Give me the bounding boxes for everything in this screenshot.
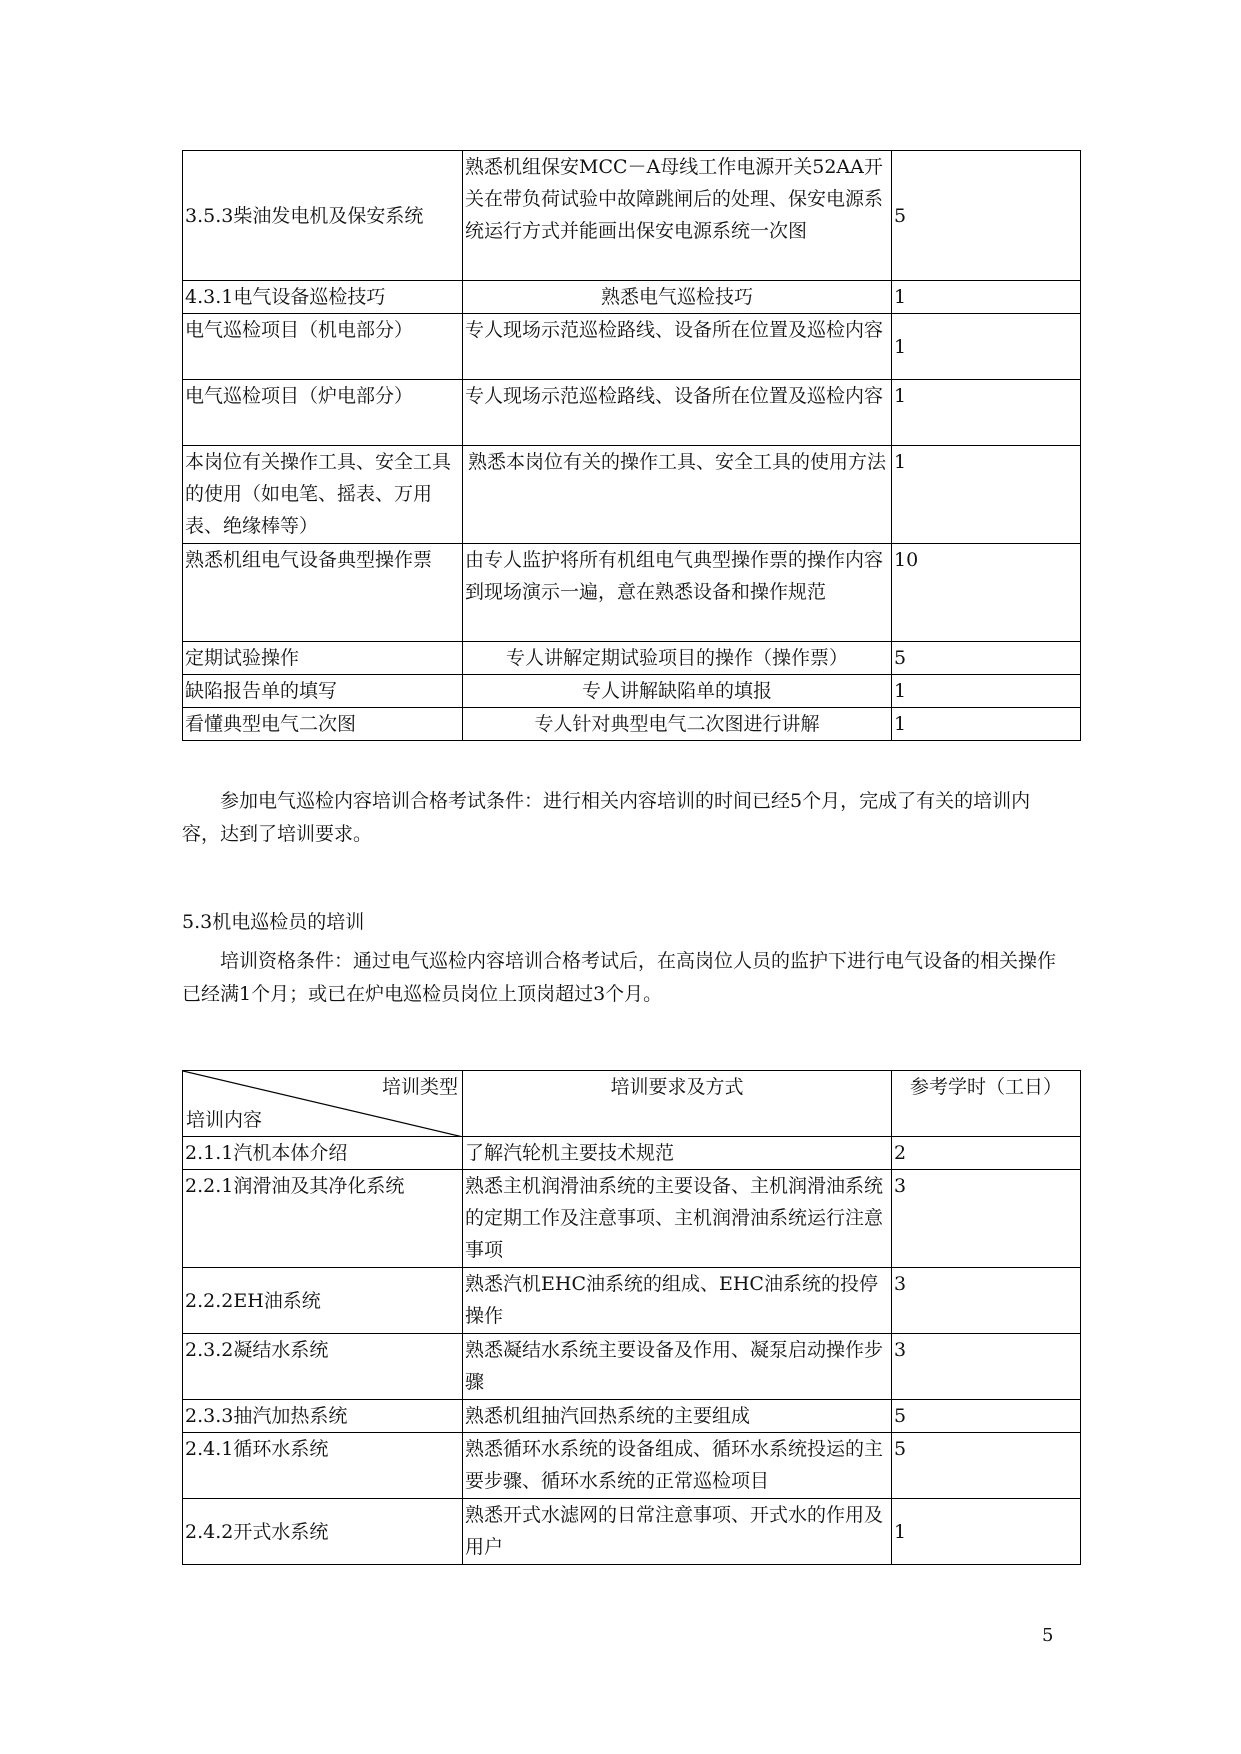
content-cell: 2.4.2开式水系统 <box>183 1499 463 1565</box>
content-cell: 电气巡检项目（机电部分） <box>183 314 463 380</box>
requirement-cell: 了解汽轮机主要技术规范 <box>463 1137 892 1170</box>
hours-cell: 2 <box>892 1137 1081 1170</box>
hours-cell: 1 <box>892 1499 1081 1565</box>
table-row <box>183 1137 1081 1170</box>
table-row <box>183 281 1081 314</box>
requirement-cell: 熟悉电气巡检技巧 <box>463 281 892 314</box>
table-row <box>183 1268 1081 1334</box>
content-cell: 2.1.1汽机本体介绍 <box>183 1137 463 1170</box>
requirement-cell: 熟悉主机润滑油系统的主要设备、主机润滑油系统的定期工作及注意事项、主机润滑油系统运行注意事项 <box>463 1170 892 1268</box>
requirement-cell: 专人讲解定期试验项目的操作（操作票） <box>463 642 892 675</box>
content-label: 培训内容 <box>186 1109 263 1131</box>
section-title: 5.3机电巡检员的培训 <box>182 911 365 933</box>
table-row <box>183 1334 1081 1400</box>
requirement-cell: 熟悉开式水滤网的日常注意事项、开式水的作用及用户 <box>463 1499 892 1565</box>
hours-cell: 5 <box>892 642 1081 675</box>
content-cell: 2.2.2EH油系统 <box>183 1268 463 1334</box>
content-cell: 2.2.1润滑油及其净化系统 <box>183 1170 463 1268</box>
content-cell: 4.3.1电气设备巡检技巧 <box>183 281 463 314</box>
content-cell: 电气巡检项目（炉电部分） <box>183 380 463 446</box>
requirement-cell: 熟悉汽机EHC油系统的组成、EHC油系统的投停操作 <box>463 1268 892 1334</box>
hours-cell: 5 <box>892 1400 1081 1433</box>
requirement-cell: 熟悉机组保安MCC－A母线工作电源开关52AA开关在带负荷试验中故障跳闸后的处理、保安电源系统运行方式并能画出保安电源系统一次图 <box>463 151 892 281</box>
page-number: 5 <box>1042 1625 1054 1646</box>
table-row <box>183 1433 1081 1499</box>
requirement-cell: 熟悉循环水系统的设备组成、循环水系统投运的主要步骤、循环水系统的正常巡检项目 <box>463 1433 892 1499</box>
type-label: 培训类型 <box>381 1076 458 1098</box>
table-row <box>183 446 1081 544</box>
exam-condition-paragraph: 参加电气巡检内容培训合格考试条件：进行相关内容培训的时间已经5个月，完成了有关的培训内容，达到了培训要求。 <box>182 790 1031 845</box>
table-row <box>183 642 1081 675</box>
table-row <box>183 1170 1081 1268</box>
content-cell: 本岗位有关操作工具、安全工具的使用（如电笔、摇表、万用表、绝缘棒等） <box>183 446 463 544</box>
hours-cell: 3 <box>892 1334 1081 1400</box>
requirement-header: 培训要求及方式 <box>463 1071 892 1137</box>
table-row <box>183 544 1081 642</box>
requirement-cell: 由专人监护将所有机组电气典型操作票的操作内容到现场演示一遍，意在熟悉设备和操作规范 <box>463 544 892 642</box>
hours-cell: 5 <box>892 1433 1081 1499</box>
requirement-cell: 熟悉机组抽汽回热系统的主要组成 <box>463 1400 892 1433</box>
hours-cell: 3 <box>892 1170 1081 1268</box>
requirement-cell: 熟悉凝结水系统主要设备及作用、凝泵启动操作步骤 <box>463 1334 892 1400</box>
content-cell: 缺陷报告单的填写 <box>183 675 463 708</box>
content-cell: 看懂典型电气二次图 <box>183 708 463 741</box>
content-cell: 2.3.2凝结水系统 <box>183 1334 463 1400</box>
requirement-cell: 专人现场示范巡检路线、设备所在位置及巡检内容 <box>463 314 892 380</box>
hours-cell: 1 <box>892 380 1081 446</box>
requirement-cell: 专人现场示范巡检路线、设备所在位置及巡检内容 <box>463 380 892 446</box>
training-table-2 <box>182 1070 1081 1565</box>
table-row <box>183 380 1081 446</box>
hours-cell: 1 <box>892 314 1081 380</box>
hours-cell: 1 <box>892 281 1081 314</box>
table-row <box>183 1400 1081 1433</box>
hours-cell: 1 <box>892 708 1081 741</box>
content-cell: 定期试验操作 <box>183 642 463 675</box>
hours-cell: 1 <box>892 675 1081 708</box>
requirement-cell: 专人讲解缺陷单的填报 <box>463 675 892 708</box>
table-row <box>183 151 1081 281</box>
table-row <box>183 675 1081 708</box>
table-header-row <box>183 1071 1081 1137</box>
hours-cell: 10 <box>892 544 1081 642</box>
hours-cell: 5 <box>892 151 1081 281</box>
content-cell: 2.3.3抽汽加热系统 <box>183 1400 463 1433</box>
hours-header: 参考学时（工日） <box>892 1071 1081 1137</box>
table-row <box>183 1499 1081 1565</box>
training-table-1 <box>182 150 1081 741</box>
content-cell: 3.5.3柴油发电机及保安系统 <box>183 151 463 281</box>
content-cell: 2.4.1循环水系统 <box>183 1433 463 1499</box>
hours-cell: 3 <box>892 1268 1081 1334</box>
table-row <box>183 314 1081 380</box>
table-row <box>183 708 1081 741</box>
requirement-cell: 专人针对典型电气二次图进行讲解 <box>463 708 892 741</box>
hours-cell: 1 <box>892 446 1081 544</box>
qualification-paragraph: 培训资格条件：通过电气巡检内容培训合格考试后，在高岗位人员的监护下进行电气设备的相关操作已经满1个月；或已在炉电巡检员岗位上顶岗超过3个月。 <box>182 950 1057 1005</box>
content-cell: 熟悉机组电气设备典型操作票 <box>183 544 463 642</box>
diagonal-header-cell <box>183 1071 463 1137</box>
requirement-cell: 熟悉本岗位有关的操作工具、安全工具的使用方法 <box>463 446 892 544</box>
